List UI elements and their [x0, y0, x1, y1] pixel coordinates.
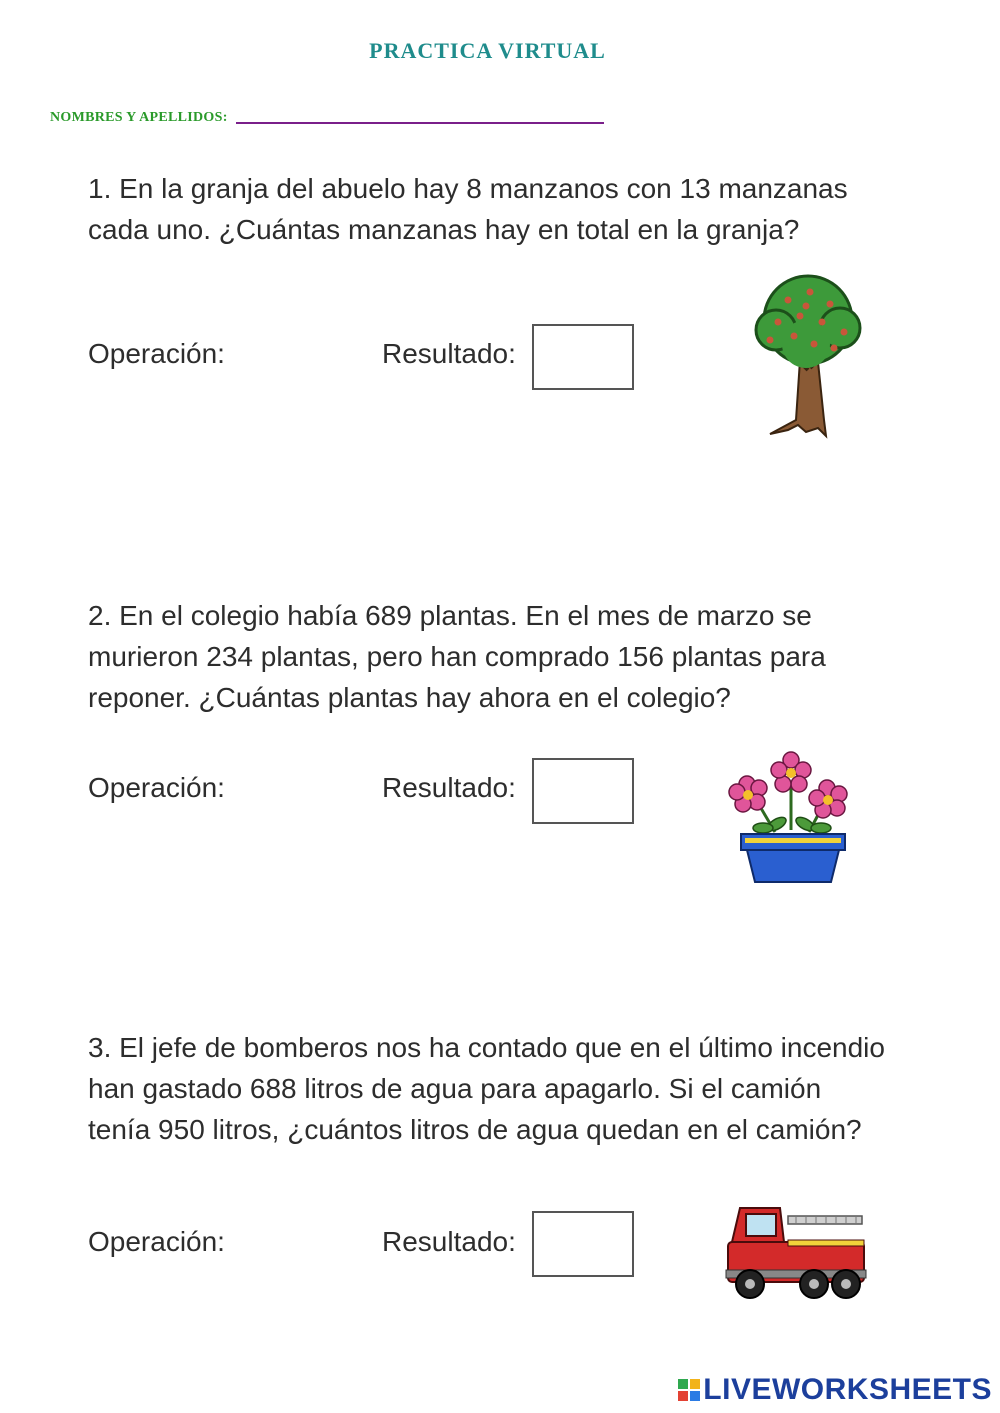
liveworksheets-brand-text: LIVEWORKSHEETS	[703, 1373, 992, 1406]
liveworksheets-logo-icon	[677, 1378, 701, 1402]
liveworksheets-logo	[677, 1373, 992, 1407]
problem-2-text: 2. En el colegio había 689 plantas. En el mes de marzo se murieron 234 plantas, pero han comprado 156 plantas para reponer. ¿Cuántas plantas hay ahora en el colegio?	[88, 600, 826, 713]
problem-3-answer-box[interactable]	[532, 1211, 634, 1277]
problem-3-text: 3. El jefe de bomberos nos ha contado que en el último incendio han gastado 688 litros de agua para apagarlo. Si el camión tenía 950 litros, ¿cuántos litros de agua quedan en el camión?	[88, 1032, 885, 1145]
name-row	[50, 110, 604, 126]
name-input-line[interactable]	[236, 122, 604, 124]
apple-tree-icon	[748, 270, 868, 440]
fire-truck-icon	[722, 1200, 872, 1310]
page-title: PRACTICA VIRTUAL	[369, 38, 606, 63]
problem-1-answer-box[interactable]	[532, 324, 634, 390]
name-label: NOMBRES Y APELLIDOS:	[50, 110, 228, 125]
problem-1-operation-label: Operación:	[88, 338, 225, 369]
flower-pot-icon	[725, 748, 860, 888]
problem-2-result-label: Resultado:	[382, 772, 516, 803]
problem-2-operation-label: Operación:	[88, 772, 225, 803]
problem-1-text: 1. En la granja del abuelo hay 8 manzanos con 13 manzanas cada uno. ¿Cuántas manzanas hay en total en la granja?	[88, 173, 848, 245]
problem-3-operation-label: Operación:	[88, 1226, 225, 1257]
problem-1-result-label: Resultado:	[382, 338, 516, 369]
problem-2-answer-box[interactable]	[532, 758, 634, 824]
problem-3-result-label: Resultado:	[382, 1226, 516, 1257]
